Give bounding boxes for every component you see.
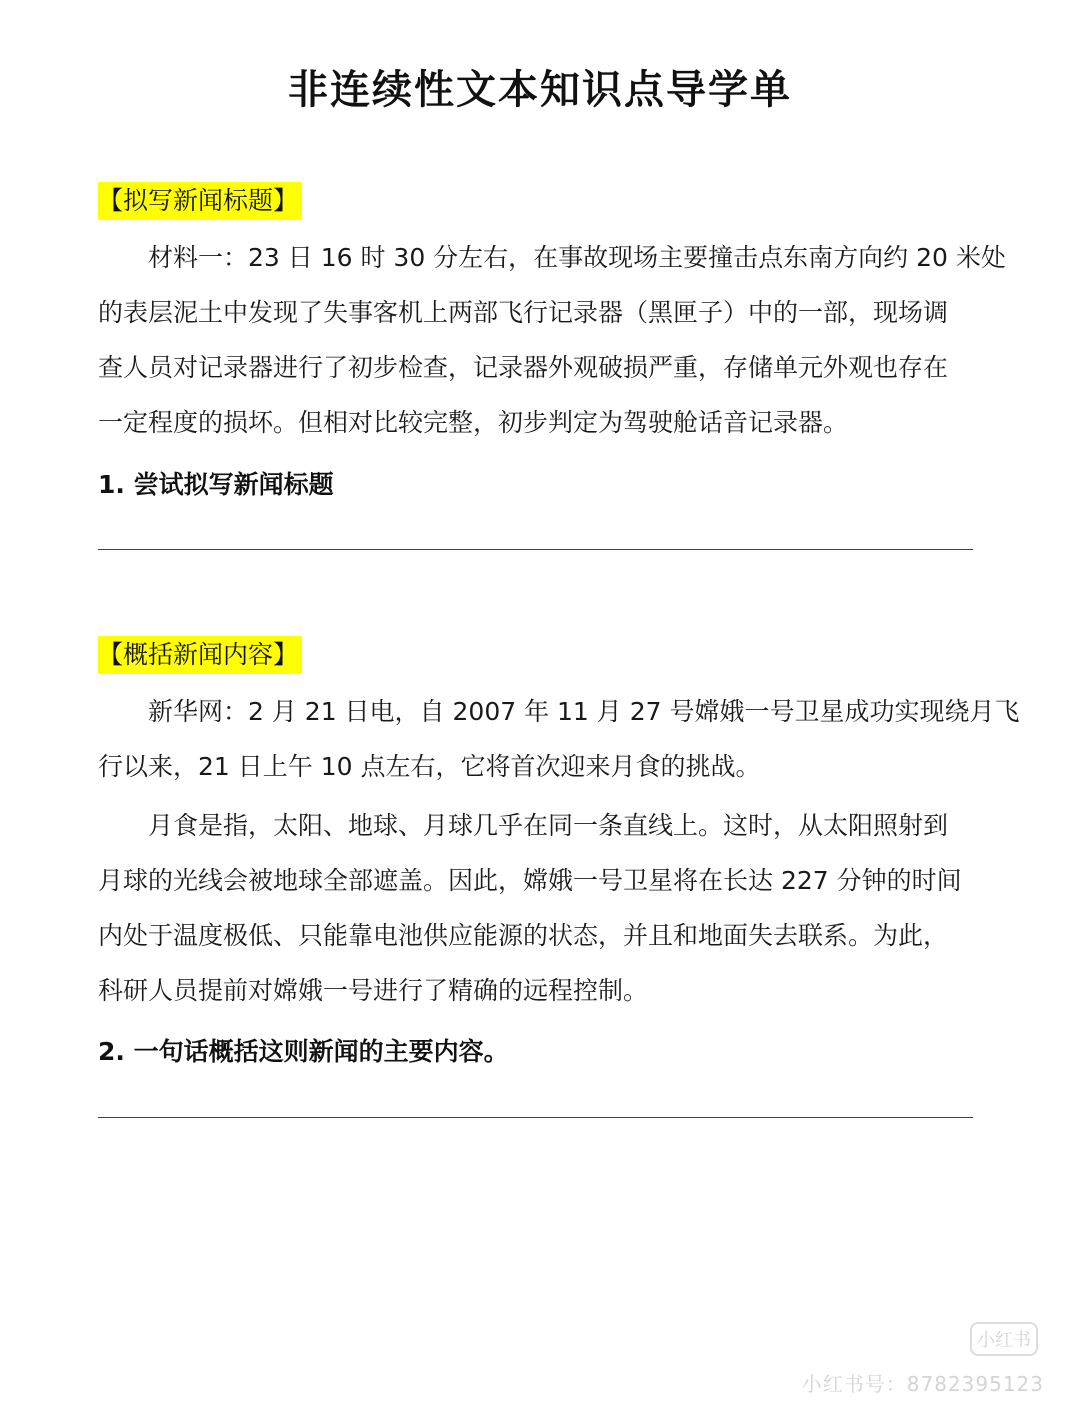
question-2: 2. 一句话概括这则新闻的主要内容。 — [98, 1037, 509, 1066]
paragraph-line: 内处于温度极低、只能靠电池供应能源的状态，并且和地面失去联系。为此， — [98, 921, 949, 950]
section-tag-summary: 【概括新闻内容】 — [98, 636, 302, 674]
paragraph-line: 科研人员提前对嫦娥一号进行了精确的远程控制。 — [98, 976, 649, 1005]
question-1: 1. 尝试拟写新闻标题 — [98, 470, 334, 499]
paragraph-line: 材料一：23 日 16 时 30 分左右，在事故现场主要撞击点东南方向约 20 米处 — [148, 243, 1006, 272]
paragraph-line: 行以来，21 日上午 10 点左右，它将首次迎来月食的挑战。 — [98, 752, 761, 781]
watermark-logo: 小红书 — [970, 1322, 1038, 1356]
paragraph-line: 月食是指，太阳、地球、月球几乎在同一条直线上。这时，从太阳照射到 — [148, 811, 949, 840]
section-tag-headline: 【拟写新闻标题】 — [98, 182, 302, 220]
watermark-id: 小红书号：8782395123 — [801, 1372, 1044, 1396]
paragraph-line: 的表层泥土中发现了失事客机上两部飞行记录器（黑匣子）中的一部，现场调 — [98, 298, 949, 327]
news-paragraph-2 — [98, 798, 988, 1018]
paragraph-line: 新华网：2 月 21 日电，自 2007 年 11 月 27 号嫦娥一号卫星成功实现绕月飞 — [148, 697, 1020, 726]
material-paragraph — [98, 230, 1006, 450]
answer-line-2[interactable] — [98, 1117, 973, 1118]
paragraph-line: 月球的光线会被地球全部遮盖。因此，嫦娥一号卫星将在长达 227 分钟的时间 — [98, 866, 962, 895]
news-paragraph-1 — [98, 684, 1020, 794]
paragraph-line: 一定程度的损坏。但相对比较完整，初步判定为驾驶舱话音记录器。 — [98, 408, 849, 437]
paragraph-line: 查人员对记录器进行了初步检查，记录器外观破损严重，存储单元外观也存在 — [98, 353, 949, 382]
page-title: 非连续性文本知识点导学单 — [288, 67, 792, 113]
answer-line-1[interactable] — [98, 549, 973, 550]
